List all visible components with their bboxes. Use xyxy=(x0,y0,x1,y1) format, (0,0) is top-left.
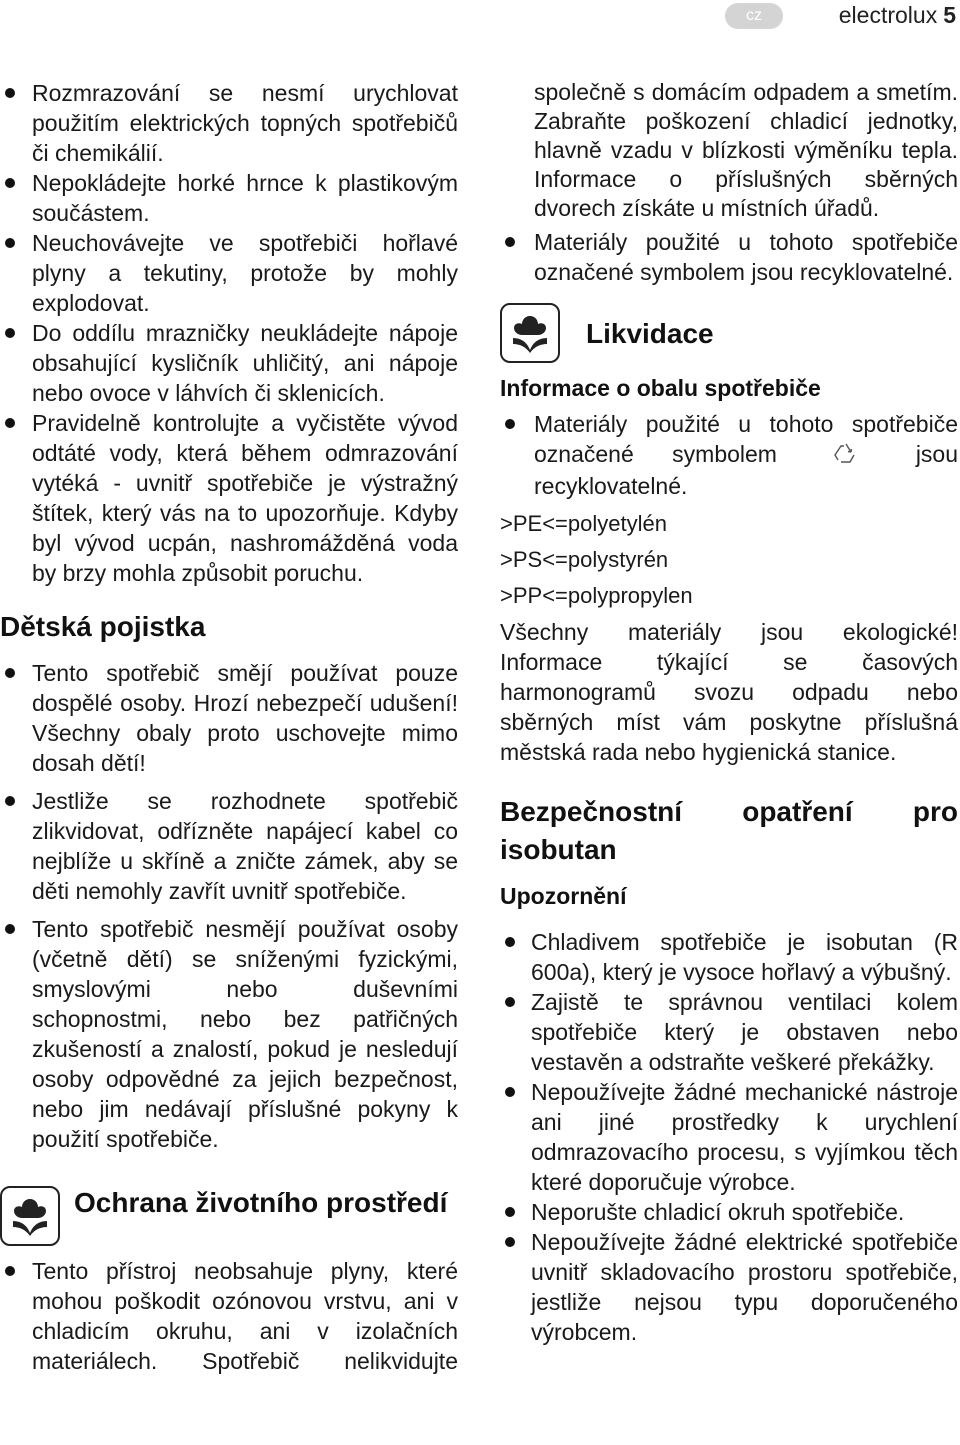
list-item: Materiály použité u tohoto spotřebiče označené symbolem jsou recyklovatelné. xyxy=(500,227,958,287)
list-item: Neuchovávejte ve spotřebiči hořlavé plyny a tekutiny, protože by mohly explodovat. xyxy=(0,228,458,318)
environment-heading xyxy=(0,1184,458,1246)
list-item: Nepoužívejte žádné mechanické nástroje ani jiné prostředky k urychlení odmrazovacího procesu, s vyjímkou těch které doporučuje výrobce. xyxy=(500,1077,958,1197)
eco-paragraph: Všechny materiály jsou ekologické! Informace týkající se časových harmonogramů svozu odpadu nebo sběrných míst vám poskytne příslušná městská rada nebo hygienická stanice. xyxy=(500,618,958,765)
environment-list xyxy=(0,1256,458,1376)
environment-icon xyxy=(0,1186,60,1246)
code-pp: >PP<=polypropylen xyxy=(500,582,693,608)
list-item: Tento přístroj neobsahuje plyny, které mohou poškodit ozónovou vrstvu, ani v chladicím okruhu, ani v izolačních materiálech. Spotřebič nelikvidujte xyxy=(0,1256,458,1376)
list-item: Do oddílu mrazničky neukládejte nápoje obsahující kysličník uhličitý, ani nápoje nebo ovoce v láhvích či sklenicích. xyxy=(0,318,458,408)
packaging-heading: Informace o obalu spotřebiče xyxy=(500,375,821,401)
list-item: Rozmrazování se nesmí urychlovat použitím elektrických topných spotřebičů či chemikálií. xyxy=(0,78,458,168)
materials-text-part2: jsou recyklovatelné. xyxy=(534,441,959,499)
list-item: Pravidelně kontrolujte a vyčistěte vývod odtáté vody, která během odmrazování vytéká - uvnitř spotřebiče je výstražný štítek, který vás na to upozorňuje. Kdyby byl vývod ucpán, nashromážděná voda by brzy mohla způsobit poruchu. xyxy=(0,408,458,588)
page-header xyxy=(0,0,960,34)
list-item xyxy=(500,409,958,501)
safety-list xyxy=(500,927,958,1347)
list-item: Chladivem spotřebiče je isobutan (R 600a), který je vysoce hořlavý a výbušný. xyxy=(500,927,958,987)
disposal-heading xyxy=(500,303,958,363)
child-safety-heading: Dětská pojistka xyxy=(0,611,206,642)
list-item: Tento spotřebič smějí používat pouze dospělé osoby. Hrozí nebezpečí udušení! Všechny obaly proto uschovejte mimo dosah dětí! xyxy=(0,658,458,778)
list-item: Zajistě te správnou ventilaci kolem spotřebiče který je obstaven nebo vestavěn a odstraňte veškeré překážky. xyxy=(500,987,958,1077)
list-item: Tento spotřebič nesmějí používat osoby (včetně dětí) se sníženými fyzickými, smyslovými nebo duševními schopnostmi, nebo bez patřičných zkušeností a znalostí, pokud je nesledují osoby odpovědné za jejich bezpečnost, nebo jim nedávají příslušné pokyny k použití spotřebiče. xyxy=(0,914,458,1154)
safety-heading: Bezpečnostní opatření pro isobutan xyxy=(500,795,958,865)
right-column xyxy=(500,78,958,1347)
recycle-icon xyxy=(833,441,859,471)
brand-name: electrolux xyxy=(838,2,938,28)
child-safety-list xyxy=(0,658,458,1154)
code-pe: >PE<=polyetylén xyxy=(500,510,667,536)
language-badge: cz xyxy=(725,3,783,29)
code-ps: >PS<=polystyrén xyxy=(500,546,669,572)
material-codes xyxy=(500,509,958,611)
precaution-list xyxy=(0,78,458,588)
list-item: Jestliže se rozhodnete spotřebič zlikvidovat, odřízněte napájecí kabel co nejblíže u skříně a zničte zámek, aby se děti nemohly zavřít uvnitř spotřebiče. xyxy=(0,786,458,906)
warning-heading: Upozornění xyxy=(500,882,627,909)
materials-list xyxy=(500,227,958,287)
materials-text-part1: Materiály použité u tohoto spotřebiče označené symbolem xyxy=(534,411,958,467)
list-item: Nepoužívejte žádné elektrické spotřebiče uvnitř skladovacího prostoru spotřebiče, jestliže nejsou typu doporučeného výrobcem. xyxy=(500,1227,958,1347)
disposal-icon xyxy=(500,303,560,363)
page-number: 5 xyxy=(943,2,956,28)
list-item: Nepokládejte horké hrnce k plastikovým součástem. xyxy=(0,168,458,228)
brand-page-label xyxy=(839,2,956,29)
packaging-list xyxy=(500,409,958,501)
list-item: Neporušte chladicí okruh spotřebiče. xyxy=(500,1197,958,1227)
disposal-title: Likvidace xyxy=(586,318,714,349)
left-column xyxy=(0,78,458,1376)
environment-continued: společně s domácím odpadem a smetím. Zabraňte poškození chladicí jednotky, hlavně vzadu v blízkosti výměníku tepla. Informace o příslušných sběrných dvorech získáte u místních úřadů. xyxy=(534,79,958,221)
environment-title: Ochrana životního prostředí xyxy=(74,1187,448,1218)
